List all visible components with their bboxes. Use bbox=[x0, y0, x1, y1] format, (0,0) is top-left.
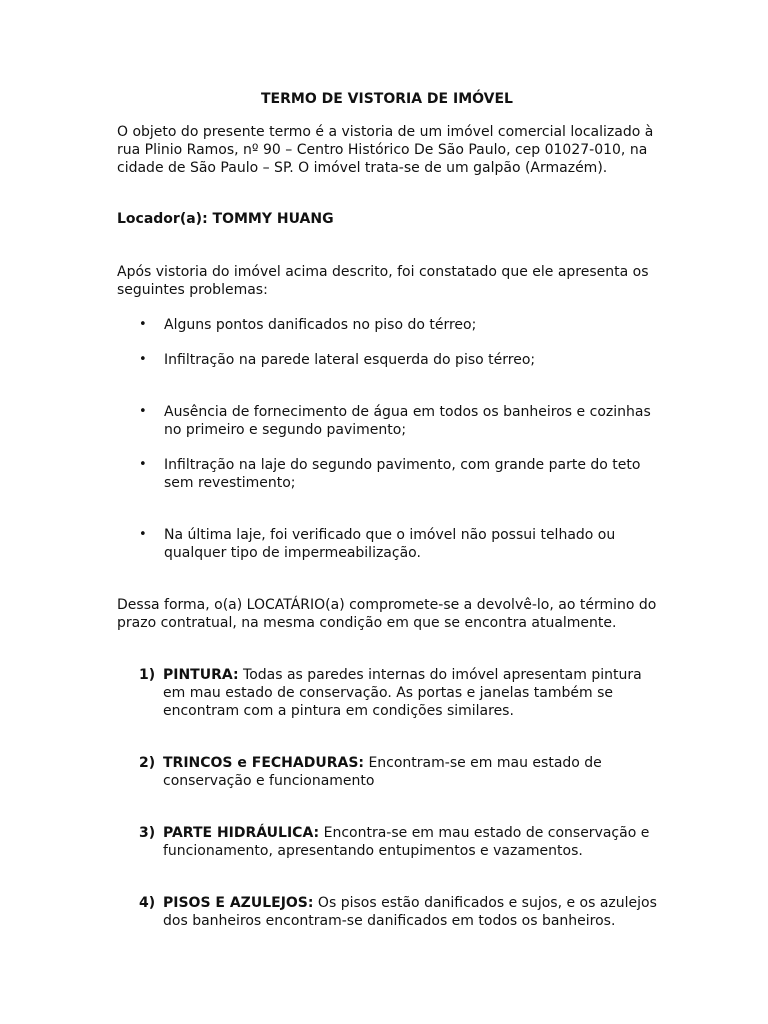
problem-text: Na última laje, foi verificado que o imóvel não possui telhado ou qualquer tipo de impermeabilização. bbox=[164, 527, 616, 561]
problem-text: Infiltração na parede lateral esquerda do piso térreo; bbox=[164, 352, 536, 368]
bullet-icon: • bbox=[139, 457, 147, 472]
item-text bbox=[163, 824, 659, 860]
item-text bbox=[163, 754, 659, 790]
document-page bbox=[117, 0, 657, 1024]
commitment-paragraph: Dessa forma, o(a) LOCATÁRIO(a) compromete-se a devolvê-lo, ao término do prazo contratual, na mesma condição em que se encontra atualmente. bbox=[117, 597, 657, 631]
problem-text: Ausência de fornecimento de água em todos os banheiros e cozinhas no primeiro e segundo pavimento; bbox=[164, 404, 651, 438]
locador-line: Locador(a): TOMMY HUANG bbox=[117, 211, 334, 227]
item-label: PINTURA: bbox=[163, 667, 239, 683]
item-description: Todas as paredes internas do imóvel apresentam pintura em mau estado de conservação. As portas e janelas também se encontram com a pintura em condições similares. bbox=[163, 667, 642, 719]
item-description: Encontra-se em mau estado de conservação e funcionamento, apresentando entupimentos e vazamentos. bbox=[163, 825, 650, 859]
bullet-icon: • bbox=[139, 352, 147, 367]
item-description: Os pisos estão danificados e sujos, e os azulejos dos banheiros encontram-se danificados em todos os banheiros. bbox=[163, 895, 657, 929]
bullet-icon: • bbox=[139, 404, 147, 419]
intro-paragraph: O objeto do presente termo é a vistoria de um imóvel comercial localizado à rua Plinio Ramos, nº 90 – Centro Histórico De São Paulo, cep 01027-010, na cidade de São Paulo – SP. O imóvel trata-se de um galpão (Armazém). bbox=[117, 124, 654, 176]
problem-text: Infiltração na laje do segundo pavimento, com grande parte do teto sem revestimento; bbox=[164, 457, 641, 491]
item-number: 3) bbox=[139, 825, 156, 841]
inspection-paragraph: Após vistoria do imóvel acima descrito, foi constatado que ele apresenta os seguintes problemas: bbox=[117, 264, 649, 298]
item-text bbox=[163, 894, 659, 930]
item-number: 4) bbox=[139, 895, 156, 911]
item-description: Encontram-se em mau estado de conservação e funcionamento bbox=[163, 755, 602, 789]
bullet-icon: • bbox=[139, 317, 147, 332]
item-label: PARTE HIDRÁULICA: bbox=[163, 825, 320, 841]
item-number: 2) bbox=[139, 755, 156, 771]
problem-text: Alguns pontos danificados no piso do térreo; bbox=[164, 317, 477, 333]
document-title: TERMO DE VISTORIA DE IMÓVEL bbox=[261, 91, 513, 107]
bullet-icon: • bbox=[139, 527, 147, 542]
item-label: TRINCOS e FECHADURAS: bbox=[163, 755, 364, 771]
item-number: 1) bbox=[139, 667, 156, 683]
item-label: PISOS E AZULEJOS: bbox=[163, 895, 314, 911]
item-text bbox=[163, 666, 659, 720]
